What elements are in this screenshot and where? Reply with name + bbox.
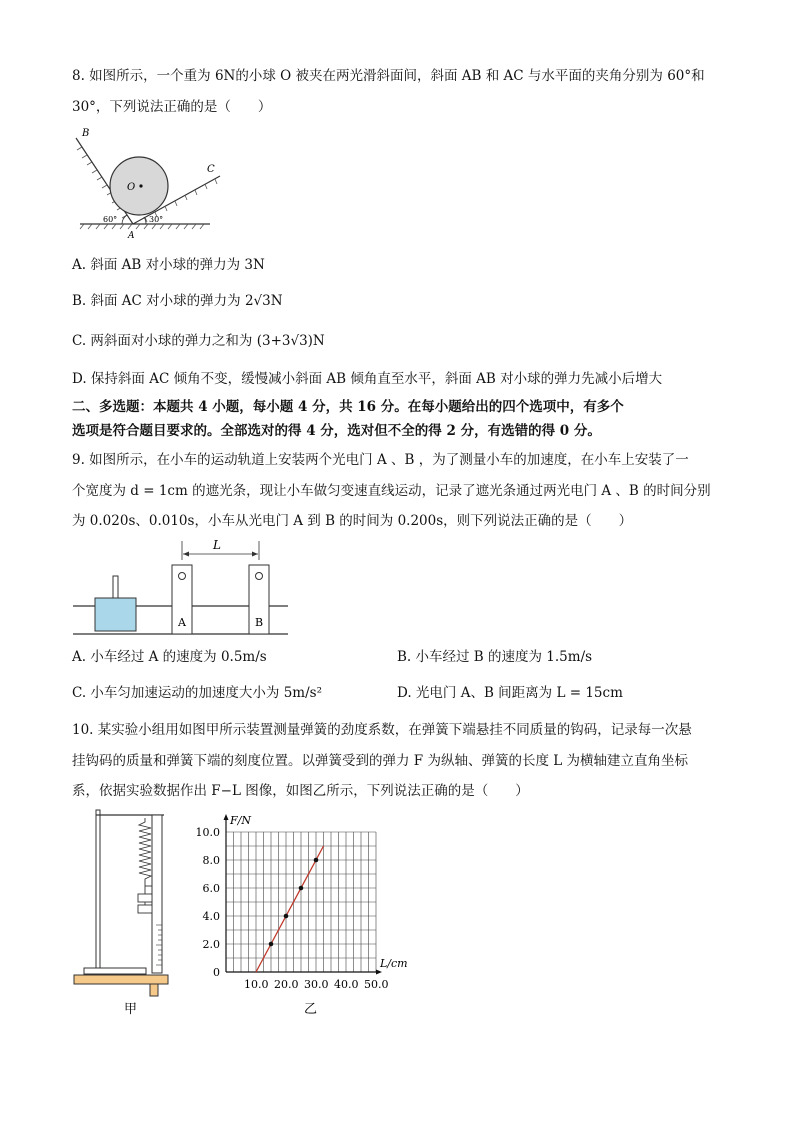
data-point [299, 886, 304, 891]
cart [95, 598, 136, 631]
data-point [269, 942, 274, 947]
fit-line [256, 846, 324, 972]
q9-option-a[interactable]: A. 小车经过 A 的速度为 0.5m/s [72, 649, 267, 665]
q8-option-b[interactable]: B. 斜面 AC 对小球的弹力为 2√3N [72, 293, 283, 309]
gate-b-label: B [255, 616, 264, 629]
y-tick-label: 4.0 [202, 910, 220, 923]
x-tick-label: 20.0 [274, 978, 299, 991]
q9-figure [70, 538, 290, 634]
y-tick-label: 8.0 [202, 854, 220, 867]
q9-option-b[interactable]: B. 小车经过 B 的速度为 1.5m/s [397, 649, 593, 665]
caption-yi: 乙 [304, 1002, 318, 1017]
section-2-heading-line-2: 选项是符合题目要求的。全部选对的得 4 分，选对但不全的得 2 分，有选错的得 0 分。 [72, 423, 601, 439]
q8-stem-line-1: 8. 如图所示，一个重为 6N的小球 O 被夹在两光滑斜面间，斜面 AB 和 AC 与水平面的夹角分别为 60°和 [72, 68, 705, 84]
ruler [152, 815, 162, 973]
y-tick-label: 2.0 [202, 938, 220, 951]
q8-option-c[interactable]: C. 两斜面对小球的弹力之和为 (3+3√3)N [72, 333, 325, 349]
label-b: B [82, 128, 90, 139]
q9-stem-line-1: 9. 如图所示，在小车的运动轨道上安装两个光电门 A 、B ，为了测量小车的加速度，在小车上安装了一 [72, 452, 689, 468]
q10-stem-line-2: 挂钩码的质量和弹簧下端的刻度位置。以弹簧受到的弹力 F 为纵轴、弹簧的长度 L 为横轴建立直角坐标 [72, 753, 688, 769]
data-point [284, 914, 289, 919]
x-axis-label: L/cm [380, 957, 408, 970]
x-tick-label: 10.0 [244, 978, 269, 991]
section-2-heading-line-1: 二、多选题：本题共 4 小题，每小题 4 分，共 16 分。在每小题给出的四个选项中，有多个 [72, 399, 624, 415]
q10-fl-graph [196, 808, 416, 1018]
q8-option-a[interactable]: A. 斜面 AB 对小球的弹力为 3N [72, 257, 265, 273]
q10-apparatus-figure [72, 810, 172, 1015]
gate-a-label: A [178, 616, 186, 629]
hook-weight-1 [138, 894, 152, 902]
angle-60: 60° [103, 215, 118, 224]
label-l: L [213, 538, 221, 552]
angle-30: 30° [149, 215, 164, 224]
hook-weight-2 [138, 905, 152, 913]
x-tick-label: 30.0 [304, 978, 329, 991]
q8-figure [70, 128, 220, 243]
y-axis-label: F/N [230, 814, 251, 827]
label-o: O [127, 182, 136, 193]
q10-stem-line-3: 系，依据实验数据作出 F−L 图像，如图乙所示，下列说法正确的是（ ） [72, 783, 529, 799]
y-tick-label: 10.0 [195, 826, 220, 839]
spring [139, 818, 151, 884]
q8-option-d[interactable]: D. 保持斜面 AC 倾角不变，缓慢减小斜面 AB 倾角直至水平，斜面 AB 对小球的弹力先减小后增大 [72, 371, 663, 387]
q9-stem-line-2: 个宽度为 d = 1cm 的遮光条，现让小车做匀变速直线运动，记录了遮光条通过两光电门 A 、B 的时间分别 [72, 483, 711, 499]
label-a: A [128, 231, 135, 241]
caption-jia: 甲 [124, 1002, 138, 1017]
y-tick-label: 0 [213, 966, 220, 979]
q8-stem-line-2: 30°，下列说法正确的是（ ） [72, 99, 272, 115]
q9-stem-line-3: 为 0.020s、0.010s，小车从光电门 A 到 B 的时间为 0.200s，则下列说法正确的是（ ） [72, 513, 633, 529]
label-c: C [207, 164, 215, 175]
x-tick-label: 50.0 [364, 978, 389, 991]
x-tick-label: 40.0 [334, 978, 359, 991]
q9-option-d[interactable]: D. 光电门 A、B 间距离为 L = 15cm [397, 685, 623, 701]
y-tick-label: 6.0 [202, 882, 220, 895]
shading-strip [113, 576, 118, 598]
ball-o [110, 157, 168, 215]
q9-option-c[interactable]: C. 小车匀加速运动的加速度大小为 5m/s² [72, 685, 323, 701]
data-point [314, 858, 319, 863]
q10-stem-line-1: 10. 某实验小组用如图甲所示装置测量弹簧的劲度系数，在弹簧下端悬挂不同质量的钩码，记录每一次悬 [72, 722, 692, 738]
